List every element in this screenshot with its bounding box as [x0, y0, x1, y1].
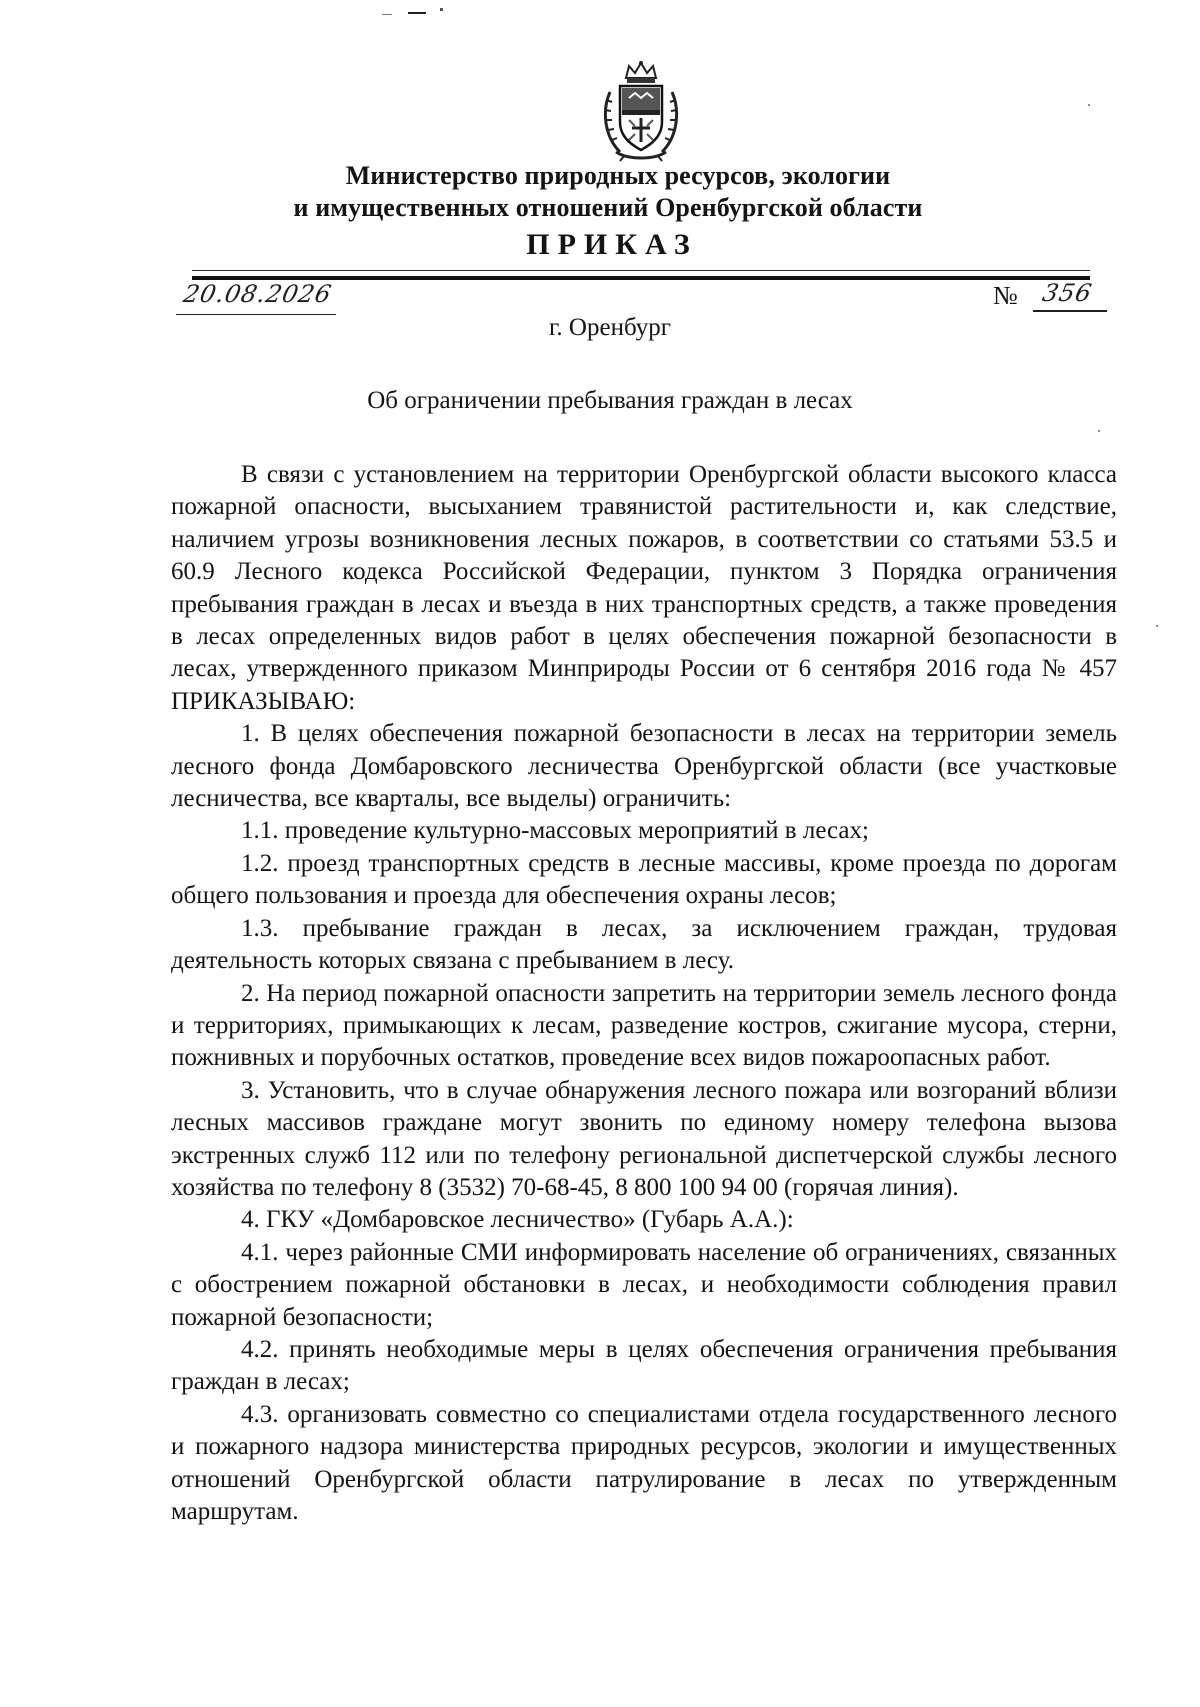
- scan-artifact: [408, 12, 426, 14]
- clause-1-2: 1.2. проезд транспортных средств в лесные массивы, кроме проезда по дорогам общего пользования и проезда для обеспечения охраны лесов;: [171, 849, 1117, 910]
- clause-1: 1. В целях обеспечения пожарной безопасности в лесах на территории земель лесного фонда Домбаровского лесничества Оренбургской области (все участковые лесничества, все кварталы, все выделы) ограничить:: [171, 720, 1117, 813]
- order-number-handwritten: 356: [1040, 279, 1095, 307]
- order-number-label: №: [993, 281, 1018, 310]
- order-subject: Об ограничении пребывания граждан в лесах: [367, 387, 853, 414]
- preamble-paragraph: В связи с установлением на территории Оренбургской области высокого класса пожарной опасности, высыханием травянистой растительности и, как следствие, наличием угрозы возникновения лесных пожаров, в соответствии со статьями 53.5 и 60.9 Лесного кодекса Российской Федерации, пунктом 3 Порядка ограничения пребывания граждан в лесах и въезда в них транспортных средств, а также проведения в лесах определенных видов работ в целях обеспечения пожарной безопасности в лесах, утвержденного приказом Минприроды России от 6 сентября 2016 года № 457 ПРИКАЗЫВАЮ:: [171, 461, 1117, 715]
- order-body: [171, 459, 1117, 1528]
- clause-4: 4. ГКУ «Домбаровское лесничество» (Губарь А.А.):: [241, 1206, 794, 1234]
- ministry-name-line-1: Министерство природных ресурсов, экологии: [345, 161, 891, 190]
- header-divider-thin: [192, 270, 1090, 271]
- clause-1-1: 1.1. проведение культурно-массовых мероприятий в лесах;: [241, 817, 869, 845]
- order-date-handwritten: 20.08.2026: [181, 280, 335, 308]
- scan-artifact: [440, 8, 443, 11]
- scan-artifact: [382, 14, 392, 15]
- scan-speck: [1088, 104, 1090, 106]
- clause-2: 2. На период пожарной опасности запретить на территории земель лесного фонда и территориях, примыкающих к лесам, разведение костров, сжигание мусора, стерни, пожнивных и порубочных остатков, проведение всех видов пожароопасных работ.: [171, 979, 1117, 1072]
- ministry-name: [0, 160, 1200, 224]
- order-date-field: [176, 280, 336, 315]
- orenburg-coat-of-arms-icon: [596, 60, 686, 162]
- clause-4-3: 4.3. организовать совместно со специалистами отдела государственного лесного и пожарного надзора министерства природных ресурсов, экологии и имущественных отношений Оренбургской области патрулирование в лесах по утвержденным маршрутам.: [171, 1400, 1117, 1525]
- order-city: г. Оренбург: [549, 314, 671, 341]
- clause-4-1: 4.1. через районные СМИ информировать население об ограничениях, связанных с обострением пожарной обстановки в лесах, и необходимости соблюдения правил пожарной безопасности;: [171, 1238, 1117, 1331]
- order-number-field: [993, 279, 1113, 313]
- clause-1-3: 1.3. пребывание граждан в лесах, за исключением граждан, трудовая деятельность которых связана с пребыванием в лесу.: [171, 914, 1117, 975]
- document-type-title: ПРИКАЗ: [526, 228, 698, 261]
- clause-4-2: 4.2. принять необходимые меры в целях обеспечения ограничения пребывания граждан в лесах;: [171, 1335, 1117, 1396]
- scan-speck: [1098, 430, 1100, 432]
- scan-speck: [1156, 625, 1158, 627]
- ministry-name-line-2: и имущественных отношений Оренбургской области: [293, 193, 923, 222]
- clause-3: 3. Установить, что в случае обнаружения лесного пожара или возгораний вблизи лесных массивов граждане могут звонить по единому номеру телефона вызова экстренных служб 112 или по телефону региональной диспетчерской службы лесного хозяйства по телефону 8 (3532) 70-68-45, 8 800 100 94 00 (горячая линия).: [171, 1076, 1117, 1201]
